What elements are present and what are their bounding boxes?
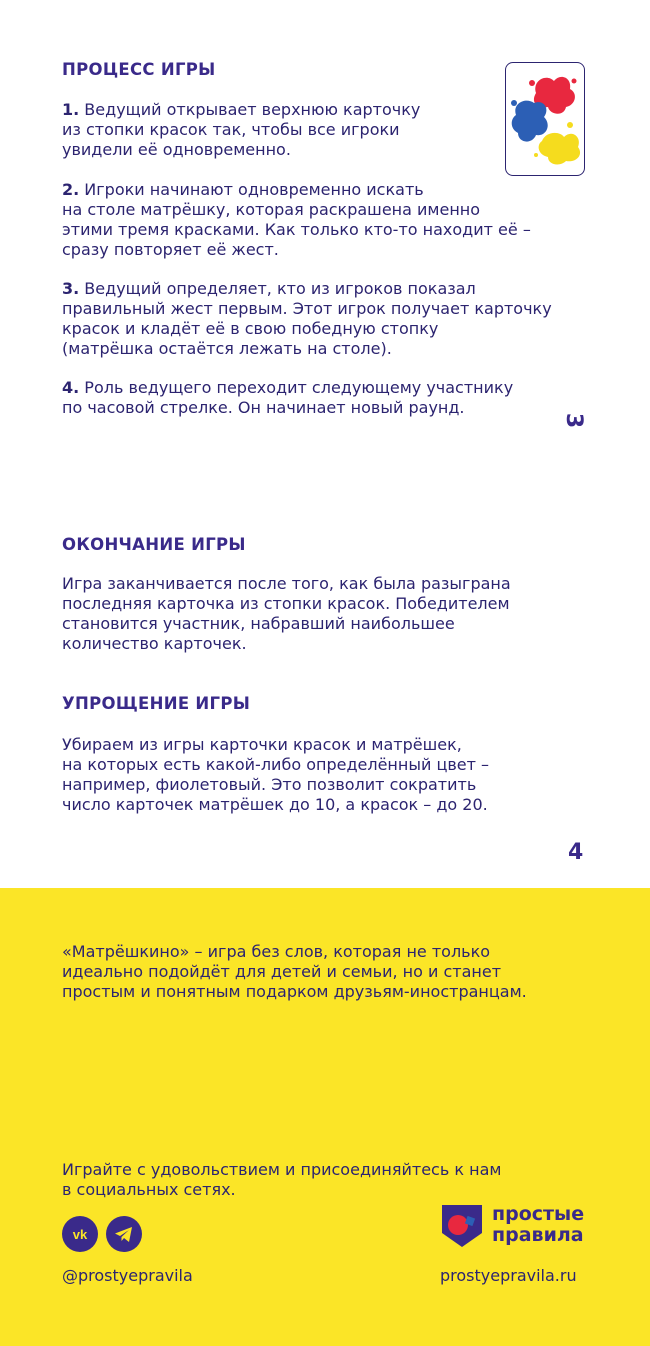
brand-logo [440, 1203, 590, 1253]
step-number: 3. [62, 279, 80, 298]
paint-card-illustration [505, 62, 585, 176]
brand-name-line2: правила [492, 1224, 584, 1246]
simplification-text: Убираем из игры карточки красок и матрёшек, на которых есть какой-либо определённый цвет – например, фиолетовый. Это позволит сократить число карточек матрёшек до 10, а красок – до 20. [62, 735, 490, 814]
paint-splash-icon [506, 63, 585, 176]
page-number-4: 4 [568, 840, 584, 865]
step-4 [62, 378, 513, 418]
section-title-game-end: ОКОНЧАНИЕ ИГРЫ [62, 535, 246, 554]
step-number: 2. [62, 180, 80, 199]
step-number: 4. [62, 378, 80, 397]
step-text: Ведущий открывает верхнюю карточку из стопки красок так, чтобы все игроки увидели её одновременно. [62, 100, 421, 159]
social-handle[interactable]: @prostyepravila [62, 1266, 193, 1285]
page-number-3: 3 [561, 412, 587, 429]
svg-text:vk: vk [72, 1227, 88, 1242]
section-title-game-process: ПРОЦЕСС ИГРЫ [62, 60, 216, 79]
game-end-text: Игра заканчивается после того, как была разыграна последняя карточка из стопки красок. Победителем становится участник, набравший наибольшее количество карточек. [62, 574, 511, 653]
section-title-simplification: УПРОЩЕНИЕ ИГРЫ [62, 694, 251, 713]
website-link[interactable]: prostyepravila.ru [440, 1266, 577, 1285]
brand-name-line1: простые [492, 1203, 585, 1225]
step-1 [62, 100, 420, 160]
step-text: Игроки начинают одновременно искать на столе матрёшку, которая раскрашена именно этими тремя красками. Как только кто-то находит её – сразу повторяет её жест. [62, 180, 531, 259]
step-2 [62, 180, 531, 260]
footer-join-text: Играйте с удовольствием и присоединяйтесь к нам в социальных сетях. [62, 1160, 502, 1199]
step-text: Роль ведущего переходит следующему участнику по часовой стрелке. Он начинает новый раунд. [62, 378, 514, 417]
step-number: 1. [62, 100, 80, 119]
step-3 [62, 279, 552, 359]
telegram-icon[interactable] [106, 1216, 142, 1252]
vk-icon[interactable] [62, 1216, 98, 1252]
step-text: Ведущий определяет, кто из игроков показал правильный жест первым. Этот игрок получает карточку красок и кладёт её в свою победную стопку (матрёшка остаётся лежать на столе). [62, 279, 552, 358]
footer-intro-text: «Матрёшкино» – игра без слов, которая не только идеально подойдёт для детей и семьи, но и станет простым и понятным подарком друзьям-иностранцам. [62, 942, 527, 1001]
brand-shield-icon [440, 1203, 484, 1249]
